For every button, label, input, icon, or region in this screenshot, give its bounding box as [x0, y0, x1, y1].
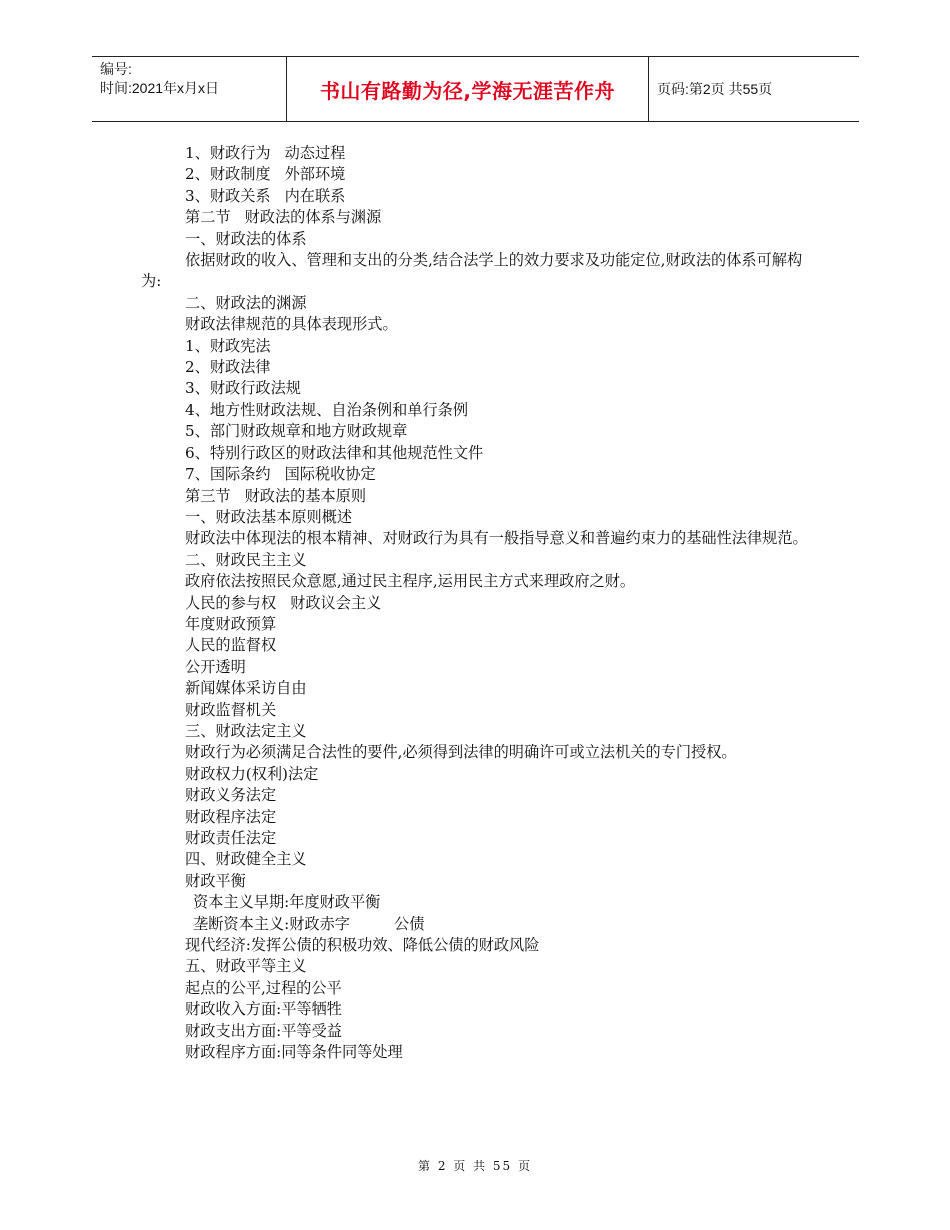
subsection-heading: 四、财政健全主义: [185, 850, 307, 869]
section-heading: 第二节 财政法的体系与渊源: [185, 208, 382, 227]
body-line: 财政收入方面:平等牺牲: [185, 1000, 342, 1019]
body-line: 1、财政宪法: [185, 336, 271, 355]
document-body: [141, 143, 821, 1063]
body-line: 财政权力(权利)法定: [185, 764, 319, 783]
body-paragraph: 财政法中体现法的根本精神、对财政行为具有一般指导意义和普遍约束力的基础性法律规范。: [185, 529, 808, 548]
body-line: 3、财政行政法规: [185, 379, 301, 398]
document-time-label: 时间:2021年x月x日: [100, 80, 220, 96]
body-line: 人民的参与权 财政议会主义: [185, 593, 382, 612]
body-line: 新闻媒体采访自由: [185, 679, 307, 698]
subsection-heading: 三、财政法定主义: [185, 721, 307, 740]
body-line: 财政支出方面:平等受益: [185, 1021, 342, 1040]
body-line: 现代经济:发挥公债的积极功效、降低公债的财政风险: [185, 936, 540, 955]
body-line: 财政义务法定: [185, 786, 277, 805]
body-line: 垄断资本主义:财政赤字 公债: [193, 914, 425, 933]
body-line: 财政平衡: [185, 871, 246, 890]
page-footer: 第 2 页 共 55 页: [418, 1159, 532, 1173]
subsection-heading: 一、财政法基本原则概述: [185, 507, 353, 526]
body-line: 公开透明: [185, 657, 246, 676]
body-line: 政府依法按照民众意愿,通过民主程序,运用民主方式来理政府之财。: [185, 572, 636, 591]
subsection-heading: 二、财政民主主义: [185, 550, 307, 569]
header-motto: 书山有路勤为径,学海无涯苦作舟: [286, 57, 649, 121]
body-line: 7、国际条约 国际税收协定: [185, 465, 376, 484]
body-line: 财政法律规范的具体表现形式。: [185, 315, 398, 334]
header-page-info: 页码:第2页 共55页: [657, 81, 773, 97]
body-paragraph: 依据财政的收入、管理和支出的分类,结合法学上的效力要求及功能定位,财政法的体系可解构为:: [141, 251, 803, 291]
document-number-label: 编号:: [100, 61, 132, 77]
body-line: 3、财政关系 内在联系: [185, 186, 346, 205]
header-meta: [92, 57, 286, 121]
body-line: 起点的公平,过程的公平: [185, 978, 342, 997]
body-paragraph: 财政行为必须满足合法性的要件,必须得到法律的明确许可或立法机关的专门授权。: [185, 743, 737, 762]
body-line: 财政监督机关: [185, 700, 277, 719]
body-line: 人民的监督权: [185, 636, 277, 655]
page-header: [92, 56, 859, 122]
body-line: 财政程序方面:同等条件同等处理: [185, 1043, 403, 1062]
body-line: 5、部门财政规章和地方财政规章: [185, 422, 408, 441]
section-heading: 第三节 财政法的基本原则: [185, 486, 367, 505]
body-line: 年度财政预算: [185, 614, 277, 633]
subsection-heading: 五、财政平等主义: [185, 957, 307, 976]
body-line: 2、财政法律: [185, 358, 271, 377]
subsection-heading: 一、财政法的体系: [185, 229, 307, 248]
body-line: 资本主义早期:年度财政平衡: [193, 893, 381, 912]
body-line: 财政责任法定: [185, 829, 277, 847]
subsection-heading: 二、财政法的渊源: [185, 293, 307, 312]
body-line: 4、地方性财政法规、自治条例和单行条例: [185, 400, 469, 419]
body-line: 6、特别行政区的财政法律和其他规范性文件: [185, 443, 484, 462]
body-line: 2、财政制度 外部环境: [185, 165, 346, 184]
body-line: 1、财政行为 动态过程: [185, 144, 346, 162]
body-line: 财政程序法定: [185, 807, 277, 826]
